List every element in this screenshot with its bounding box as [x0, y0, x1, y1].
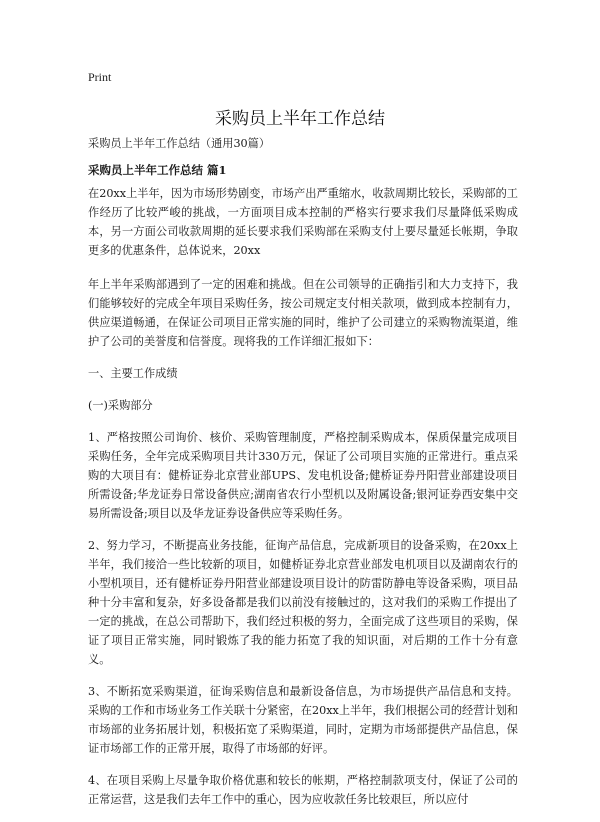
heading-procurement-section: (一)采购部分: [88, 399, 153, 412]
paragraph-item-1: 1、严格按照公司询价、核价、采购管理制度，严格控制采购成本，保质保量完成项目采购任务，全年完成采购项目共计330万元，保证了公司项目实施的正常进行。重点采购的大项目有：健桥证券北京营业部UPS、发电机设备;健桥证券丹阳营业部建设项目所需设备;华龙证券日常设备供应;湖南省农行小型机以及附属设备;银河证券西安集中交易所需设备;项目以及华龙证券设备供应等采购任务。: [88, 431, 518, 520]
paragraph-item-2: 2、努力学习，不断提高业务技能，征询产品信息，完成新项目的设备采购，在20xx上半年，我们接洽一些比较新的项目，如健桥证券北京营业部发电机项目以及湖南农行的小型机项目，还有健桥证券丹阳营业部建设项目设计的防雷防静电等设备采购，项目品种十分丰富和复杂，好多设备都是我们以前没有接触过的，这对我们的采购工作提出了一定的挑战，在总公司帮助下，我们经过积极的努力，全面完成了这些项目的采购，保证了项目正常实施，同时锻炼了我的能力拓宽了我的知识面，对后期的工作十分有意义。: [88, 539, 518, 666]
paragraph-intro: 在20xx上半年，因为市场形势剧变，市场产出严重缩水，收款周期比较长，采购部的工作经历了比较严峻的挑战，一方面项目成本控制的严格实行要求我们尽量降低采购成本，另一方面公司收款周期的延长要求我们采购部在采购支付上要尽量延长帐期，争取更多的优惠条件，总体说来，20xx: [88, 187, 518, 257]
document-title: 采购员上半年工作总结: [215, 109, 385, 129]
paragraph-item-3: 3、不断拓宽采购渠道，征询采购信息和最新设备信息，为市场提供产品信息和支持。采购的工作和市场业务工作关联十分紧密，在20xx上半年，我们根据公司的经营计划和市场部的业务拓展计划，积极拓宽了采购渠道，同时，定期为市场部提供产品信息，保证市场部工作的正常开展，取得了市场部的好评。: [88, 685, 518, 755]
print-label: Print: [88, 70, 112, 84]
heading-main-achievements: 一、主要工作成绩: [88, 367, 178, 380]
paragraph-overview: 年上半年采购部遇到了一定的困难和挑战。但在公司领导的正确指引和大力支持下，我们能够较好的完成全年项目采购任务，按公司规定支付相关款项，做到成本控制有力，供应渠道畅通，在保证公司项目正常实施的同时，维护了公司建立的采购物流渠道，维护了公司的美誉度和信誉度。现将我的工作详细汇报如下：: [88, 278, 518, 348]
document-body: [88, 134, 518, 822]
document-subtitle: 采购员上半年工作总结（通用30篇）: [88, 137, 271, 150]
paragraph-item-4: 4、在项目采购上尽量争取价格优惠和较长的帐期，严格控制款项支付，保证了公司的正常运营，这是我们去年工作中的重心，因为应收款任务比较艰巨，所以应付: [88, 774, 518, 806]
section-heading: 采购员上半年工作总结 篇1: [88, 163, 227, 177]
